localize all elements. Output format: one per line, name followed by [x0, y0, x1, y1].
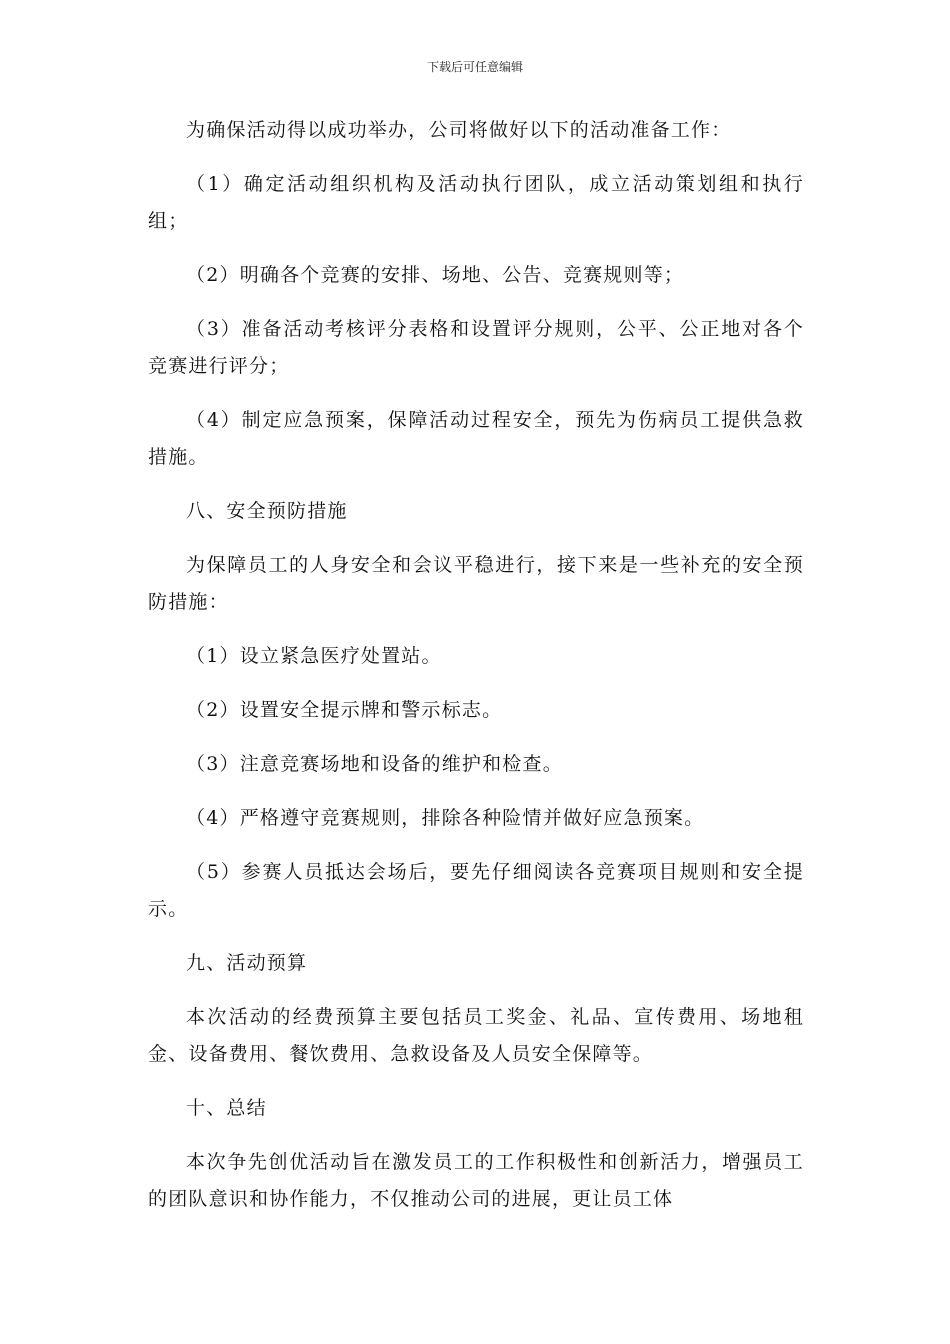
paragraph-safety-item-4: （4）严格遵守竞赛规则，排除各种险情并做好应急预案。 — [186, 807, 705, 829]
paragraph-safety-item-2: （2）设置安全提示牌和警示标志。 — [186, 699, 503, 721]
download-note: 下载后可任意编辑 — [426, 60, 523, 74]
paragraph-safety-intro: 为保障员工的人身安全和会议平稳进行，接下来是一些补充的安全预防措施： — [148, 554, 804, 613]
paragraph-safety-item-5: （5）参赛人员抵达会场后，要先仔细阅读各竞赛项目规则和安全提示。 — [148, 861, 804, 920]
paragraph-prep-item-4: （4）制定应急预案，保障活动过程安全，预先为伤病员工提供急救措施。 — [148, 409, 804, 468]
section-heading-safety: 八、安全预防措施 — [186, 500, 348, 522]
paragraph-summary: 本次争先创优活动旨在激发员工的工作积极性和创新活力，增强员工的团队意识和协作能力，不仅推动公司的进展，更让员工体 — [148, 1151, 804, 1210]
paragraph-prep-item-3: （3）准备活动考核评分表格和设置评分规则，公平、公正地对各个竞赛进行评分； — [148, 318, 804, 377]
section-heading-summary: 十、总结 — [186, 1097, 267, 1119]
document-body — [148, 112, 804, 1235]
paragraph-prep-item-2: （2）明确各个竞赛的安排、场地、公告、竞赛规则等； — [186, 264, 685, 286]
paragraph-prep-item-1: （1）确定活动组织机构及活动执行团队，成立活动策划组和执行组； — [148, 173, 804, 232]
paragraph-safety-item-3: （3）注意竞赛场地和设备的维护和检查。 — [186, 753, 563, 775]
section-heading-budget: 九、活动预算 — [186, 952, 308, 974]
paragraph-preparation-intro: 为确保活动得以成功举办，公司将做好以下的活动准备工作： — [186, 119, 732, 141]
paragraph-budget: 本次活动的经费预算主要包括员工奖金、礼品、宣传费用、场地租金、设备费用、餐饮费用、急救设备及人员安全保障等。 — [148, 1006, 804, 1065]
paragraph-safety-item-1: （1）设立紧急医疗处置站。 — [186, 645, 442, 667]
